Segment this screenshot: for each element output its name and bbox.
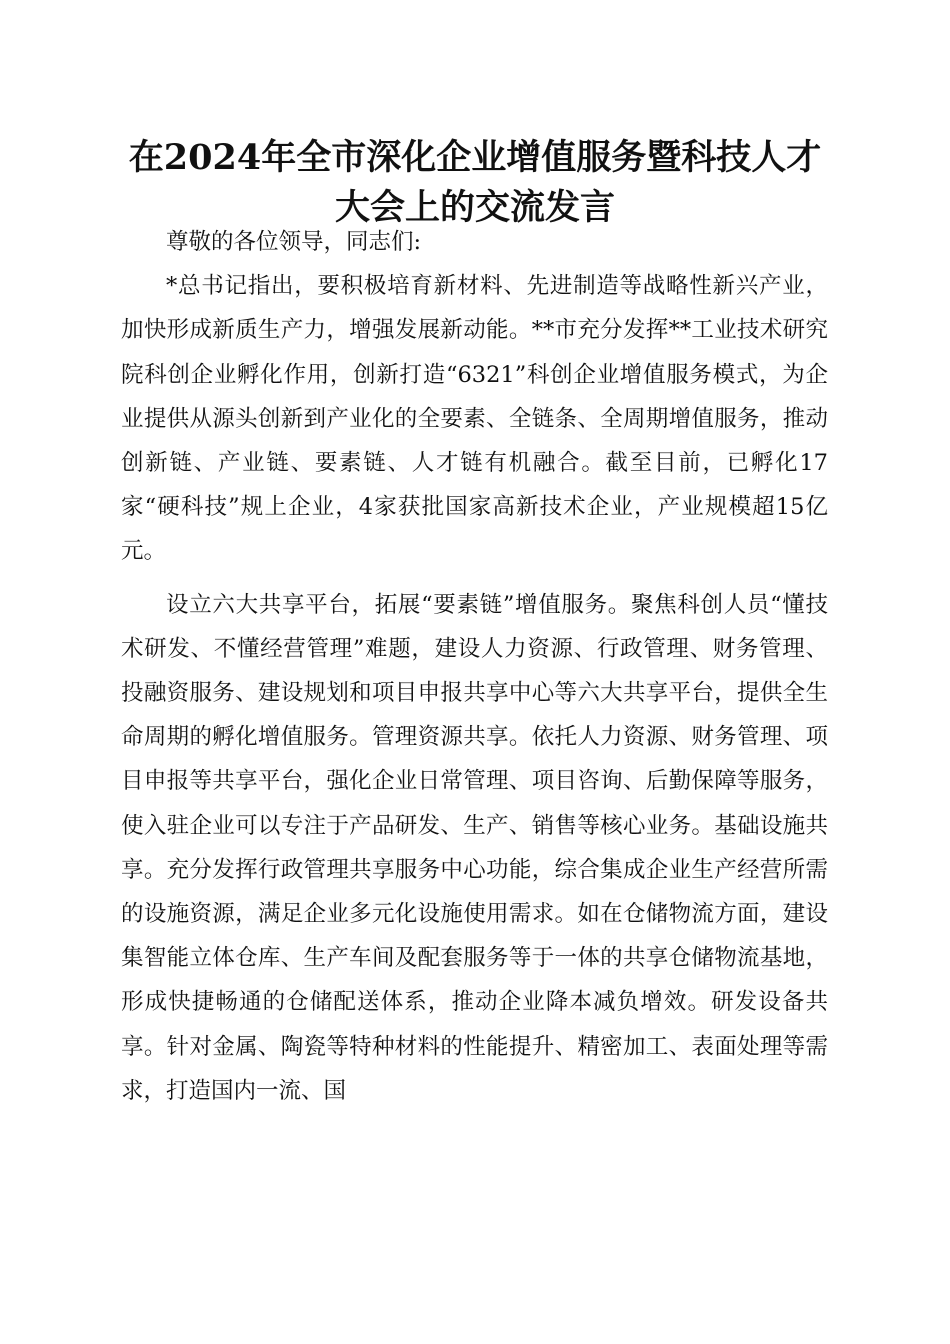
paragraph-1: *总书记指出，要积极培育新材料、先进制造等战略性新兴产业，加快形成新质生产力，增强发展新动能。**市充分发挥**工业技术研究院科创企业孵化作用，创新打造“6321”科创企业增值服务模式，为企业提供从源头创新到产业化的全要素、全链条、全周期增值服务，推动创新链、产业链、要素链、人才链有机融合。截至目前，已孵化17家“硬科技”规上企业，4家获批国家高新技术企业，产业规模超15亿元。 bbox=[121, 273, 828, 565]
greeting: 尊敬的各位领导，同志们: bbox=[166, 229, 422, 255]
document-title bbox=[100, 133, 850, 233]
title-line-2: 大会上的交流发言 bbox=[334, 187, 615, 228]
title-line-1: 在2024年全市深化企业增值服务暨科技人才 bbox=[128, 137, 822, 178]
document-body bbox=[121, 220, 828, 1113]
paragraph-2: 设立六大共享平台，拓展“要素链”增值服务。聚焦科创人员“懂技术研发、不懂经营管理”难题，建设人力资源、行政管理、财务管理、投融资服务、建设规划和项目申报共享中心等六大共享平台，提供全生命周期的孵化增值服务。管理资源共享。依托人力资源、财务管理、项目申报等共享平台，强化企业日常管理、项目咨询、后勤保障等服务，使入驻企业可以专注于产品研发、生产、销售等核心业务。基础设施共享。充分发挥行政管理共享服务中心功能，综合集成企业生产经营所需的设施资源，满足企业多元化设施使用需求。如在仓储物流方面，建设集智能立体仓库、生产车间及配套服务等于一体的共享仓储物流基地，形成快捷畅通的仓储配送体系，推动企业降本减负增效。研发设备共享。针对金属、陶瓷等特种材料的性能提升、精密加工、表面处理等需求，打造国内一流、国 bbox=[121, 591, 828, 1104]
